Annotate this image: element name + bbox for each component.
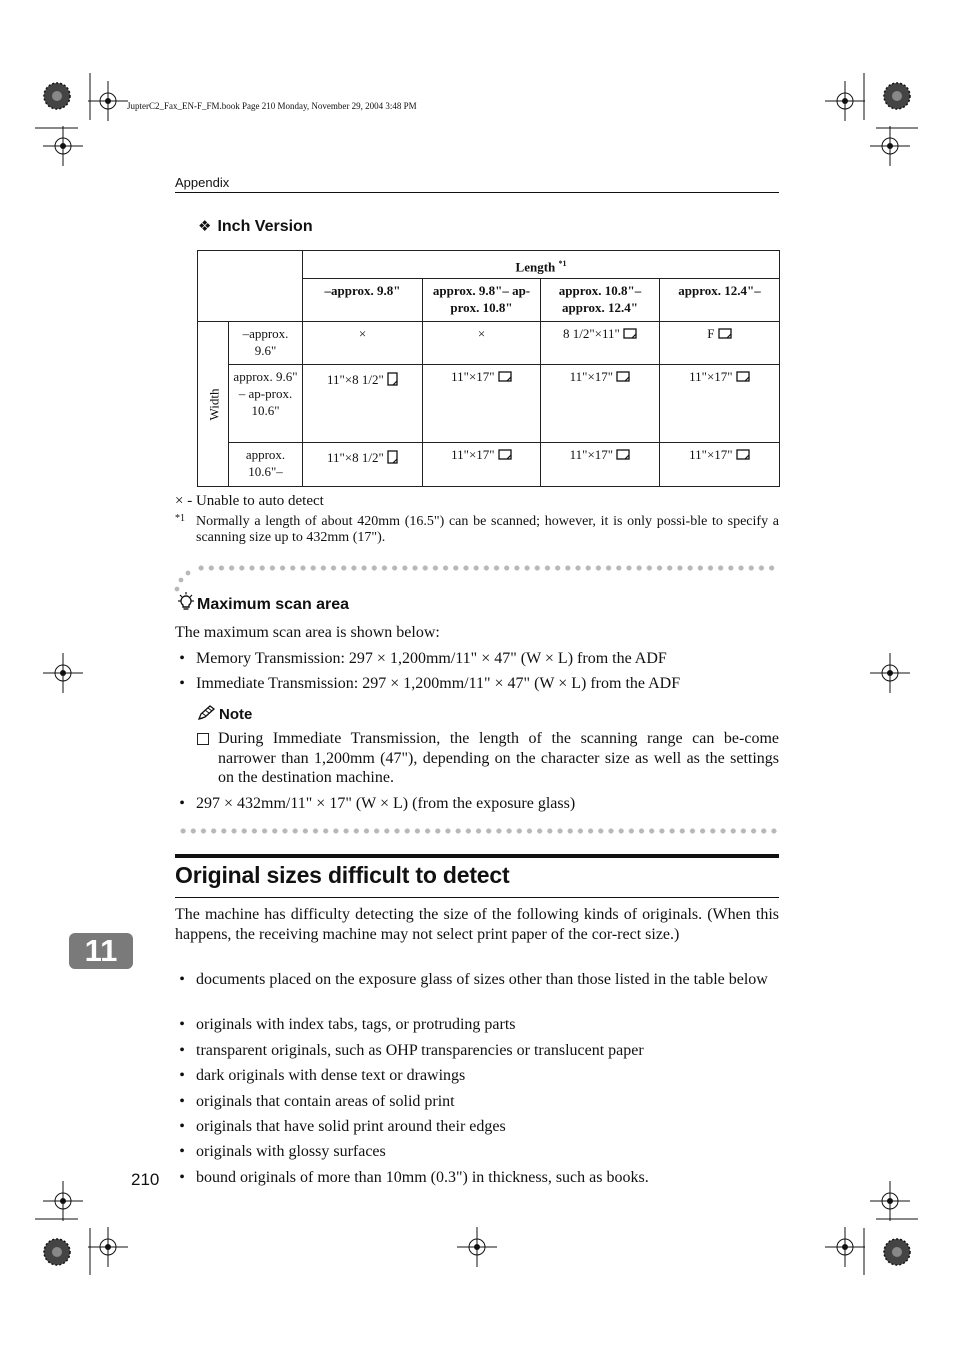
size-value: 11"×17" [451,447,495,463]
width-range-cell: approx. 10.6"– [229,443,303,487]
table-row [198,443,780,487]
landscape-orientation-icon [498,371,512,382]
size-value: 11"×8 1/2" [326,450,384,466]
portrait-orientation-icon [387,372,398,386]
hint-title: Maximum scan area [197,596,350,613]
bullet-icon: • [179,971,185,988]
width-label-cell [198,322,229,487]
section-rule-bottom [175,897,779,898]
table-cell [541,365,660,443]
table-cell [660,443,780,487]
portrait-orientation-icon [387,450,398,464]
diamond-bullet-icon: ❖ [198,218,212,235]
table-corner-cell [198,251,303,322]
width-range-cell: approx. 9.6" – ap-prox. 10.6" [229,365,303,443]
table-row [198,322,780,365]
length-column-header: approx. 9.8"– ap-prox. 10.8" [423,279,541,322]
checkbox-square-icon [197,733,209,745]
page-number: 210 [131,1170,160,1189]
landscape-orientation-icon [498,449,512,460]
table-cell [423,443,541,487]
table-cell [660,365,780,443]
bullet-icon: • [179,650,185,667]
bullet-icon: • [179,1093,185,1110]
footnote-unable: × - Unable to auto detect [175,493,324,509]
size-value: F [707,326,715,342]
hint-intro: The maximum scan area is shown below: [175,624,440,641]
table-cell: × [303,322,423,365]
size-value: 11"×8 1/2" [326,372,384,388]
bullet-icon: • [179,1169,185,1186]
length-column-header: approx. 12.4"– [660,279,780,322]
table-cell [423,365,541,443]
footnote-1: Normally a length of about 420mm (16.5") can be scanned; however, it is only possi-ble to specify a scanning size up to 432mm (17"). [196,514,779,545]
book-info-line: JupterC2_Fax_EN-F_FM.book Page 210 Monday, November 29, 2004 3:48 PM [127,101,417,111]
running-head: Appendix [175,175,230,190]
note-heading [197,705,252,723]
bullet-icon: • [179,1118,185,1135]
inch-version-title: Inch Version [217,218,313,235]
length-footnote-mark: *1 [558,259,567,268]
hint-corner-dots [174,568,200,594]
header-rule [175,192,779,193]
bullet-icon: • [179,795,185,812]
size-value: 11"×17" [569,369,614,385]
landscape-orientation-icon [616,371,630,382]
landscape-orientation-icon [736,449,750,460]
hint-top-dotted-rule [196,565,778,571]
length-column-header: –approx. 9.8" [303,279,423,322]
bullet-icon: • [179,1143,185,1160]
chapter-number: 11 [84,933,118,968]
inch-version-heading [198,217,313,236]
lightbulb-icon [176,592,196,612]
section-rule-top [175,854,779,858]
hint-heading [176,592,349,614]
size-value: 11"×17" [689,447,733,463]
table-cell [541,443,660,487]
size-value: 11"×17" [689,369,733,385]
note-item: During Immediate Transmission, the length of the scanning range can be-come narrower than 1,200mm (47"), depending on the character size as well as the settings on the destination machine. [197,729,779,789]
section-intro: The machine has difficulty detecting the size of the following kinds of originals. (When this happens, the receiving machine may not select print paper of the cor-rect size.) [175,906,779,943]
table-cell [303,365,423,443]
size-value: 11"×17" [569,447,614,463]
landscape-orientation-icon [736,371,750,382]
section-title: Original sizes difficult to detect [175,862,510,888]
size-value: 11"×17" [451,369,495,385]
bullet-icon: • [179,1016,185,1033]
width-label: Width [206,388,222,421]
table-cell: × [423,322,541,365]
inch-size-table [197,250,780,487]
pencil-note-icon [197,705,217,721]
landscape-orientation-icon [718,328,732,339]
table-cell [541,322,660,365]
bullet-icon: • [179,675,185,692]
footnote-1-mark: *1 [175,513,185,524]
table-row [198,365,780,443]
note-title: Note [219,706,253,723]
landscape-orientation-icon [623,328,637,339]
table-cell [660,322,780,365]
size-value: 8 1/2"×11" [562,326,620,342]
length-header: Length $^{*1}$ [303,251,780,279]
width-range-cell: –approx. 9.6" [229,322,303,365]
landscape-orientation-icon [616,449,630,460]
bullet-icon: • [179,1067,185,1084]
length-column-header: approx. 10.8"– approx. 12.4" [541,279,660,322]
bullet-icon: • [179,1042,185,1059]
table-cell [303,443,423,487]
hint-bottom-dotted-rule [178,828,778,834]
